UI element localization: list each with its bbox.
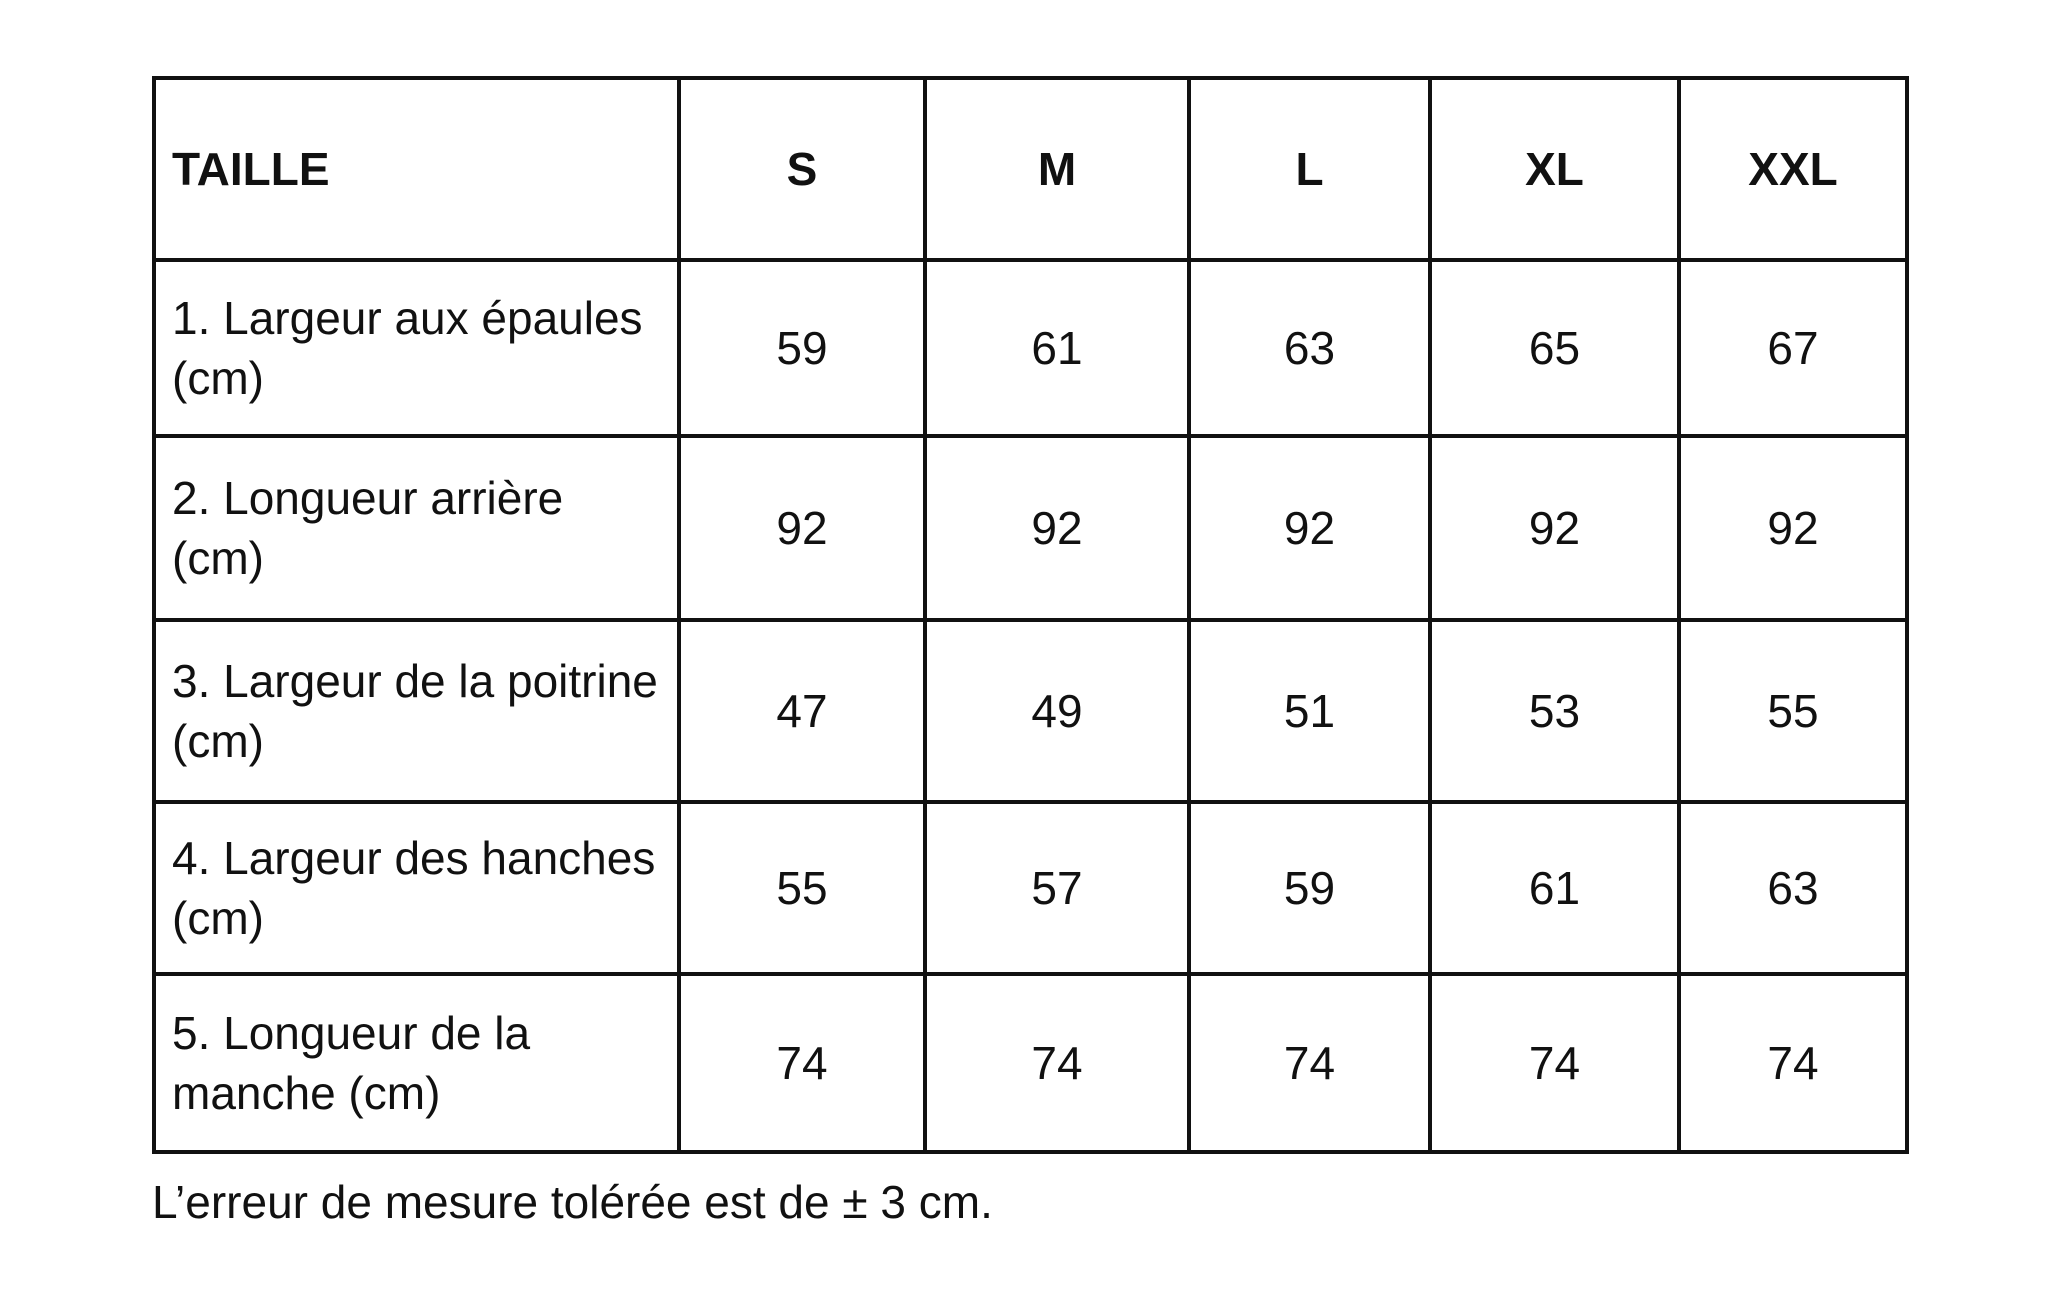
- table-cell: 63: [1189, 260, 1430, 436]
- header-cell-l: L: [1189, 78, 1430, 260]
- header-cell-s: S: [679, 78, 925, 260]
- size-chart-table: [152, 76, 1909, 1154]
- table-cell: 67: [1679, 260, 1907, 436]
- table-cell: 51: [1189, 620, 1430, 802]
- table-row: [154, 620, 1907, 802]
- table-cell: 49: [925, 620, 1189, 802]
- measurement-tolerance-note: L’erreur de mesure tolérée est de ± 3 cm.: [152, 1176, 993, 1228]
- table-header-row: [154, 78, 1907, 260]
- table-cell: 57: [925, 802, 1189, 974]
- table-cell: 59: [679, 260, 925, 436]
- table-row: [154, 436, 1907, 620]
- row-label: 3. Largeur de la poitrine (cm): [154, 620, 679, 802]
- table-cell: 59: [1189, 802, 1430, 974]
- table-cell: 74: [925, 974, 1189, 1152]
- table-cell: 65: [1430, 260, 1679, 436]
- table-cell: 55: [1679, 620, 1907, 802]
- table-cell: 74: [1430, 974, 1679, 1152]
- table-cell: 47: [679, 620, 925, 802]
- header-cell-xl: XL: [1430, 78, 1679, 260]
- table-row: [154, 802, 1907, 974]
- table-cell: 61: [925, 260, 1189, 436]
- table-cell: 74: [1189, 974, 1430, 1152]
- row-label: 1. Largeur aux épaules (cm): [154, 260, 679, 436]
- table-cell: 92: [679, 436, 925, 620]
- table-cell: 92: [1430, 436, 1679, 620]
- header-cell-taille: TAILLE: [154, 78, 679, 260]
- table-cell: 61: [1430, 802, 1679, 974]
- table-cell: 53: [1430, 620, 1679, 802]
- row-label: 5. Longueur de la manche (cm): [154, 974, 679, 1152]
- table-row: [154, 974, 1907, 1152]
- header-cell-xxl: XXL: [1679, 78, 1907, 260]
- table-cell: 92: [925, 436, 1189, 620]
- table-cell: 55: [679, 802, 925, 974]
- table-cell: 63: [1679, 802, 1907, 974]
- header-cell-m: M: [925, 78, 1189, 260]
- table-cell: 92: [1189, 436, 1430, 620]
- table-cell: 74: [1679, 974, 1907, 1152]
- row-label: 2. Longueur arrière (cm): [154, 436, 679, 620]
- row-label: 4. Largeur des hanches (cm): [154, 802, 679, 974]
- table-cell: 92: [1679, 436, 1907, 620]
- table-row: [154, 260, 1907, 436]
- table-cell: 74: [679, 974, 925, 1152]
